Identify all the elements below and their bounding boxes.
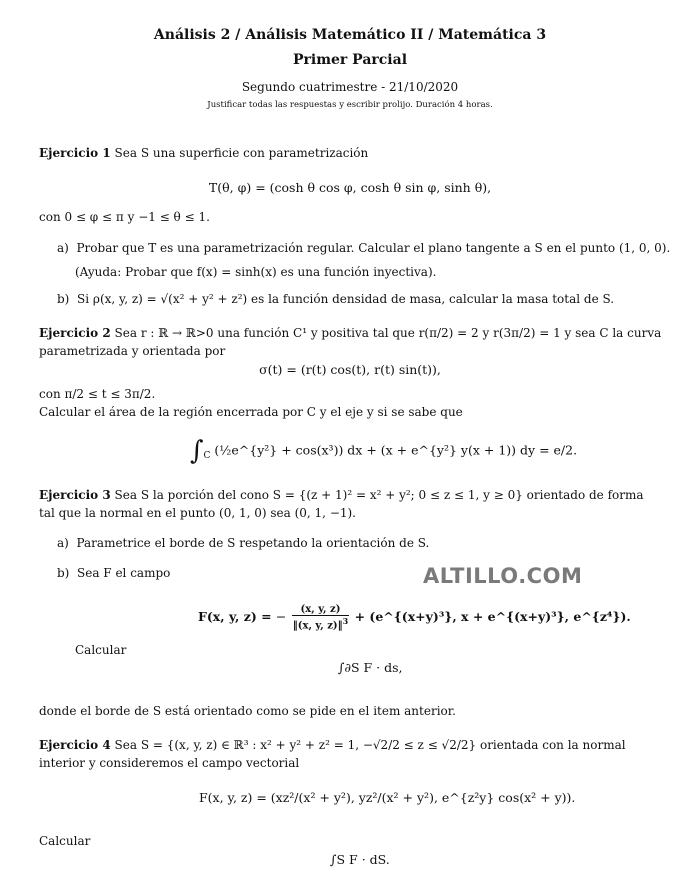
ej2-integral: $\int_C$ (½e^{y²} + cos(x³)) dx + (x + e^{y²} y(x + 1)) dy = e/2. bbox=[190, 436, 578, 466]
exam-instructions: Justificar todas las respuestas y escribir prolijo. Duración 4 horas. bbox=[207, 100, 493, 110]
ej1-equation: T(θ, φ) = (cosh θ cos φ, cosh θ sin φ, sinh θ), bbox=[208, 180, 492, 195]
ej1-b-text: Si ρ(x, y, z) = √(x² + y² + z²) es la función densidad de masa, calcular la masa total de S. bbox=[77, 292, 615, 306]
ej3-a bbox=[57, 536, 429, 550]
ej3-line-integral: ∫∂S F · ds, bbox=[338, 660, 403, 675]
ej1-a-hint: (Ayuda: Probar que f(x) = sinh(x) es una función inyectiva). bbox=[75, 265, 437, 279]
ej2-line2: parametrizada y orientada por bbox=[39, 344, 226, 358]
ej4-surface-integral: ∫S F · dS. bbox=[330, 852, 390, 867]
ej1-b bbox=[57, 292, 614, 306]
ej2-equation: σ(t) = (r(t) cos(t), r(t) sin(t)), bbox=[259, 362, 441, 377]
ej4-line2: interior y consideremos el campo vectorial bbox=[39, 756, 300, 770]
exam-term: Segundo cuatrimestre - 21/10/2020 bbox=[241, 80, 459, 94]
ej4-line1-text: Sea S = {(x, y, z) ∈ ℝ³ : x² + y² + z² = 1, −√2/2 ≤ z ≤ √2/2} orientada con la normal bbox=[114, 738, 626, 752]
exam-subtitle: Primer Parcial bbox=[292, 52, 408, 68]
ej1-b-label: b) bbox=[57, 292, 70, 306]
ej1-label: Ejercicio 1 bbox=[39, 146, 111, 160]
exam-title: Análisis 2 / Análisis Matemático II / Matemática 3 bbox=[153, 27, 547, 43]
integral-sign-icon: ∫ bbox=[190, 436, 204, 466]
ej4-field: F(x, y, z) = (xz²/(x² + y²), yz²/(x² + y²), e^{z²y} cos(x² + y)). bbox=[199, 790, 576, 805]
ej4-label: Ejercicio 4 bbox=[39, 738, 111, 752]
ej3-field-lhs: F(x, y, z) = bbox=[198, 609, 272, 625]
watermark-logo: ALTILLO.COM bbox=[423, 564, 583, 588]
ej3-after: donde el borde de S está orientado como se pide en el item anterior. bbox=[39, 704, 456, 718]
ej3-line1-text: Sea S la porción del cono S = {(z + 1)² = x² + y²; 0 ≤ z ≤ 1, y ≥ 0} orientado de forma bbox=[114, 488, 644, 502]
ej2-line1-text: Sea r : ℝ → ℝ>0 una función C¹ y positiva tal que r(π/2) = 2 y r(3π/2) = 1 y sea C la curva bbox=[114, 326, 662, 340]
ej2-label: Ejercicio 2 bbox=[39, 326, 111, 340]
ej3-field: F(x, y, z) = − $\frac{(x, y, z)}{‖(x, y, z)‖^3}$ + (e^{(x+y)³}, x + e^{(x+y)³}, e^{z⁴}). bbox=[198, 604, 631, 632]
ej3-field-fraction: $\frac{(x, y, z)}{‖(x, y, z)‖^3}$ bbox=[292, 604, 349, 632]
ej3-calc: Calcular bbox=[75, 643, 127, 657]
ej1-a-text: Probar que T es una parametrización regular. Calcular el plano tangente a S en el punto (1, 0, 0). bbox=[76, 241, 671, 255]
ej3-a-label: a) bbox=[57, 536, 69, 550]
ej1-a bbox=[57, 241, 670, 255]
ej2-integral-rhs: = e/2. bbox=[539, 442, 578, 458]
ej4-line1 bbox=[39, 738, 626, 753]
ej4-calc: Calcular bbox=[39, 834, 91, 848]
ej3-a-text: Parametrice el borde de S respetando la orientación de S. bbox=[76, 536, 430, 550]
ej3-line1 bbox=[39, 488, 644, 503]
ej3-field-rhs: + (e^{(x+y)³}, x + e^{(x+y)³}, e^{z⁴}). bbox=[354, 609, 631, 625]
ej1-intro bbox=[39, 146, 368, 161]
ej3-line2: tal que la normal en el punto (0, 1, 0) sea (0, 1, −1). bbox=[39, 506, 356, 520]
ej2-line1 bbox=[39, 326, 661, 341]
ej1-a-label: a) bbox=[57, 241, 69, 255]
ej2-range: con π/2 ≤ t ≤ 3π/2. bbox=[39, 387, 156, 401]
ej3-label: Ejercicio 3 bbox=[39, 488, 111, 502]
ej1-intro-text: Sea S una superficie con parametrización bbox=[114, 146, 369, 160]
ej3-b-text: Sea F el campo bbox=[77, 566, 171, 580]
ej2-line3: Calcular el área de la región encerrada por C y el eje y si se sabe que bbox=[39, 405, 463, 419]
ej1-range: con 0 ≤ φ ≤ π y −1 ≤ θ ≤ 1. bbox=[39, 210, 210, 224]
ej3-b-label: b) bbox=[57, 566, 70, 580]
ej3-b bbox=[57, 566, 170, 580]
ej2-integral-lhs: (½e^{y²} + cos(x³)) dx + (x + e^{y²} y(x + 1)) dy bbox=[214, 442, 536, 458]
